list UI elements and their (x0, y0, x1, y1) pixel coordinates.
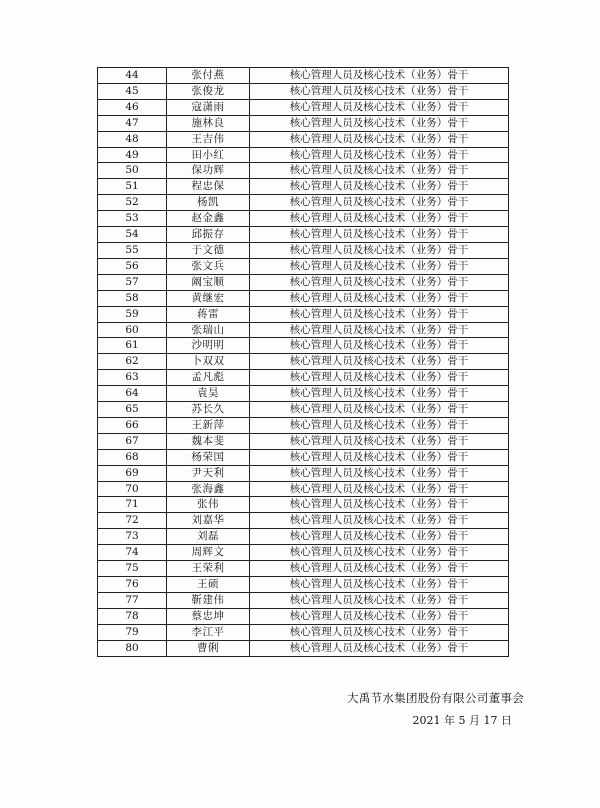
row-number: 51 (98, 179, 167, 195)
person-name: 张文兵 (167, 258, 250, 274)
position-category: 核心管理人员及核心技术（业务）骨干 (250, 68, 509, 84)
row-number: 45 (98, 83, 167, 99)
table-row (98, 417, 509, 433)
person-name: 邱振存 (167, 227, 250, 243)
table-row (98, 163, 509, 179)
person-name: 卜双双 (167, 354, 250, 370)
table-row (98, 227, 509, 243)
person-name: 尹天利 (167, 465, 250, 481)
table-row (98, 497, 509, 513)
person-name: 沙明明 (167, 338, 250, 354)
table-row (98, 624, 509, 640)
position-category: 核心管理人员及核心技术（业务）骨干 (250, 211, 509, 227)
row-number: 49 (98, 147, 167, 163)
row-number: 75 (98, 561, 167, 577)
person-name: 刘嘉华 (167, 513, 250, 529)
row-number: 46 (98, 99, 167, 115)
table-row (98, 306, 509, 322)
table-row (98, 545, 509, 561)
table-row (98, 68, 509, 84)
row-number: 65 (98, 402, 167, 418)
table-row (98, 592, 509, 608)
person-name: 曹俐 (167, 640, 250, 656)
table-row (98, 465, 509, 481)
position-category: 核心管理人员及核心技术（业务）骨干 (250, 624, 509, 640)
position-category: 核心管理人员及核心技术（业务）骨干 (250, 529, 509, 545)
row-number: 50 (98, 163, 167, 179)
row-number: 58 (98, 290, 167, 306)
row-number: 63 (98, 370, 167, 386)
position-category: 核心管理人员及核心技术（业务）骨干 (250, 640, 509, 656)
row-number: 57 (98, 274, 167, 290)
row-number: 69 (98, 465, 167, 481)
row-number: 60 (98, 322, 167, 338)
position-category: 核心管理人员及核心技术（业务）骨干 (250, 242, 509, 258)
row-number: 53 (98, 211, 167, 227)
row-number: 48 (98, 131, 167, 147)
row-number: 80 (98, 640, 167, 656)
position-category: 核心管理人员及核心技术（业务）骨干 (250, 163, 509, 179)
position-category: 核心管理人员及核心技术（业务）骨干 (250, 545, 509, 561)
person-name: 田小红 (167, 147, 250, 163)
position-category: 核心管理人员及核心技术（业务）骨干 (250, 465, 509, 481)
person-name: 施林良 (167, 115, 250, 131)
person-name: 张付燕 (167, 68, 250, 84)
person-name: 李江平 (167, 624, 250, 640)
position-category: 核心管理人员及核心技术（业务）骨干 (250, 449, 509, 465)
table-row (98, 211, 509, 227)
position-category: 核心管理人员及核心技术（业务）骨干 (250, 433, 509, 449)
table-row (98, 115, 509, 131)
table-row (98, 179, 509, 195)
person-name: 蔡忠坤 (167, 608, 250, 624)
person-name: 王荣利 (167, 561, 250, 577)
row-number: 72 (98, 513, 167, 529)
position-category: 核心管理人员及核心技术（业务）骨干 (250, 402, 509, 418)
position-category: 核心管理人员及核心技术（业务）骨干 (250, 417, 509, 433)
table-row (98, 338, 509, 354)
position-category: 核心管理人员及核心技术（业务）骨干 (250, 99, 509, 115)
person-name: 孟凡彪 (167, 370, 250, 386)
table-row (98, 529, 509, 545)
person-name: 张俊龙 (167, 83, 250, 99)
row-number: 76 (98, 577, 167, 593)
signature-date: 2021 年 5 月 17 日 (412, 714, 512, 727)
position-category: 核心管理人员及核心技术（业务）骨干 (250, 227, 509, 243)
table-row (98, 449, 509, 465)
row-number: 61 (98, 338, 167, 354)
person-name: 苏长久 (167, 402, 250, 418)
table-row (98, 386, 509, 402)
position-category: 核心管理人员及核心技术（业务）骨干 (250, 338, 509, 354)
row-number: 78 (98, 608, 167, 624)
row-number: 66 (98, 417, 167, 433)
board-signature: 大禹节水集团股份有限公司董事会 (347, 691, 524, 705)
position-category: 核心管理人员及核心技术（业务）骨干 (250, 131, 509, 147)
table-row (98, 258, 509, 274)
position-category: 核心管理人员及核心技术（业务）骨干 (250, 386, 509, 402)
row-number: 77 (98, 592, 167, 608)
position-category: 核心管理人员及核心技术（业务）骨干 (250, 258, 509, 274)
person-name: 王吉伟 (167, 131, 250, 147)
person-name: 张瑞山 (167, 322, 250, 338)
table-row (98, 322, 509, 338)
position-category: 核心管理人员及核心技术（业务）骨干 (250, 195, 509, 211)
table-row (98, 99, 509, 115)
table-row (98, 640, 509, 656)
position-category: 核心管理人员及核心技术（业务）骨干 (250, 513, 509, 529)
row-number: 62 (98, 354, 167, 370)
table-row (98, 195, 509, 211)
position-category: 核心管理人员及核心技术（业务）骨干 (250, 147, 509, 163)
table-row (98, 577, 509, 593)
row-number: 55 (98, 242, 167, 258)
position-category: 核心管理人员及核心技术（业务）骨干 (250, 83, 509, 99)
position-category: 核心管理人员及核心技术（业务）骨干 (250, 322, 509, 338)
table-row (98, 147, 509, 163)
person-name: 蒋雷 (167, 306, 250, 322)
person-name: 杨荣国 (167, 449, 250, 465)
person-name: 刘磊 (167, 529, 250, 545)
table-row (98, 131, 509, 147)
person-name: 寇潇雨 (167, 99, 250, 115)
table-row (98, 354, 509, 370)
row-number: 74 (98, 545, 167, 561)
table-row (98, 608, 509, 624)
row-number: 71 (98, 497, 167, 513)
table-row (98, 290, 509, 306)
row-number: 73 (98, 529, 167, 545)
person-name: 程忠保 (167, 179, 250, 195)
position-category: 核心管理人员及核心技术（业务）骨干 (250, 561, 509, 577)
person-name: 张海鑫 (167, 481, 250, 497)
person-name: 靳建伟 (167, 592, 250, 608)
position-category: 核心管理人员及核心技术（业务）骨干 (250, 481, 509, 497)
table-row (98, 433, 509, 449)
table-row (98, 402, 509, 418)
position-category: 核心管理人员及核心技术（业务）骨干 (250, 306, 509, 322)
table-row (98, 481, 509, 497)
position-category: 核心管理人员及核心技术（业务）骨干 (250, 290, 509, 306)
table-row (98, 370, 509, 386)
person-name: 阚宝顺 (167, 274, 250, 290)
row-number: 59 (98, 306, 167, 322)
table-row (98, 83, 509, 99)
row-number: 68 (98, 449, 167, 465)
person-name: 保功辉 (167, 163, 250, 179)
staff-table (97, 67, 509, 657)
person-name: 赵金鑫 (167, 211, 250, 227)
position-category: 核心管理人员及核心技术（业务）骨干 (250, 179, 509, 195)
row-number: 54 (98, 227, 167, 243)
position-category: 核心管理人员及核心技术（业务）骨干 (250, 274, 509, 290)
person-name: 王新萍 (167, 417, 250, 433)
table-row (98, 513, 509, 529)
position-category: 核心管理人员及核心技术（业务）骨干 (250, 370, 509, 386)
table-row (98, 274, 509, 290)
row-number: 70 (98, 481, 167, 497)
row-number: 67 (98, 433, 167, 449)
position-category: 核心管理人员及核心技术（业务）骨干 (250, 577, 509, 593)
person-name: 王硕 (167, 577, 250, 593)
position-category: 核心管理人员及核心技术（业务）骨干 (250, 354, 509, 370)
person-name: 周辉文 (167, 545, 250, 561)
person-name: 杨凯 (167, 195, 250, 211)
row-number: 47 (98, 115, 167, 131)
row-number: 56 (98, 258, 167, 274)
staff-table-body (98, 68, 509, 657)
person-name: 张伟 (167, 497, 250, 513)
position-category: 核心管理人员及核心技术（业务）骨干 (250, 608, 509, 624)
person-name: 黄继宏 (167, 290, 250, 306)
row-number: 64 (98, 386, 167, 402)
person-name: 袁昊 (167, 386, 250, 402)
position-category: 核心管理人员及核心技术（业务）骨干 (250, 115, 509, 131)
row-number: 79 (98, 624, 167, 640)
table-row (98, 242, 509, 258)
position-category: 核心管理人员及核心技术（业务）骨干 (250, 592, 509, 608)
row-number: 52 (98, 195, 167, 211)
person-name: 魏本斐 (167, 433, 250, 449)
table-row (98, 561, 509, 577)
position-category: 核心管理人员及核心技术（业务）骨干 (250, 497, 509, 513)
person-name: 于文德 (167, 242, 250, 258)
row-number: 44 (98, 68, 167, 84)
